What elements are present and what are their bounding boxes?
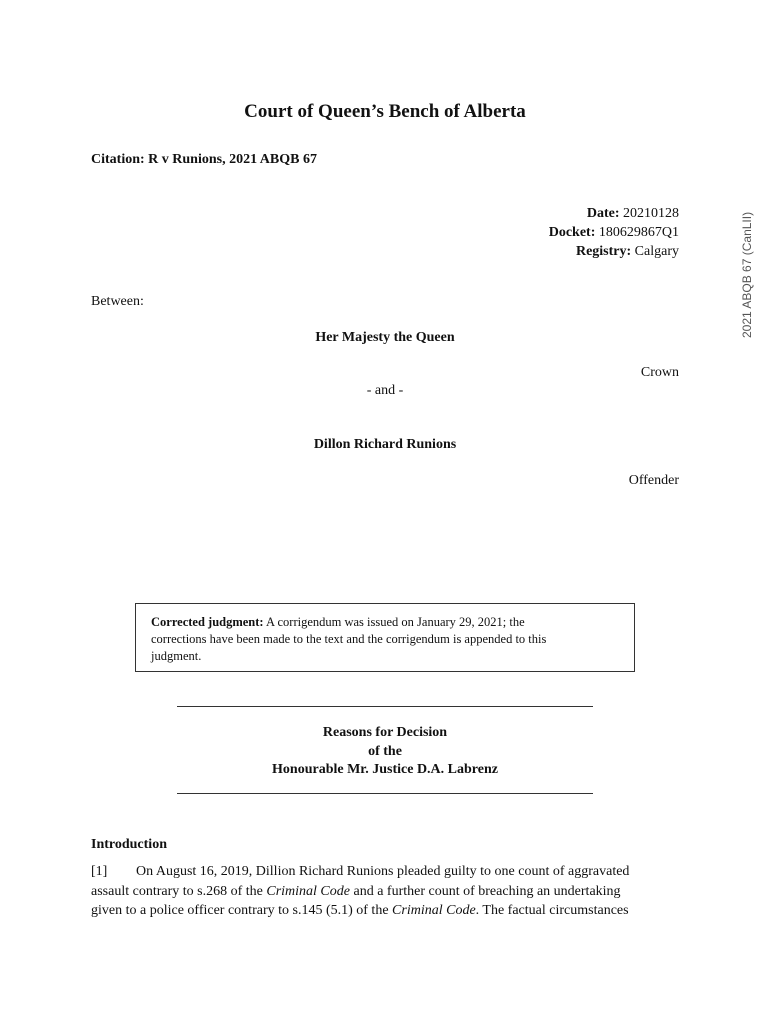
paragraph-1-line-1 [91,862,681,882]
notice-text-1: A corrigendum was issued on January 29, 2021; the [266,615,525,629]
notice-line-3: judgment. [151,649,202,663]
paragraph-1-text-2a: assault contrary to s.268 of the [91,883,267,899]
statute-name: Criminal Code [392,903,476,918]
registry-label: Registry: [575,244,632,259]
docket-value: 180629867Q1 [598,225,679,240]
docket-line [549,223,679,242]
paragraph-1 [91,862,681,921]
paragraph-1-line-2 [91,882,681,902]
reasons-line-3: Honourable Mr. Justice D.A. Labrenz [272,762,498,777]
party-crown-name: Her Majesty the Queen [315,330,455,345]
paragraph-1-text-1: On August 16, 2019, Dillion Richard Runions pleaded guilty to one count of aggravated [136,864,630,879]
side-citation: 2021 ABQB 67 (CanLII) [740,211,754,338]
date-label: Date: [586,206,620,221]
statute-name: Criminal Code [266,883,350,899]
paragraph-1-text-2b: and a further count of breaching an undertaking [349,883,621,899]
notice-line-1 [151,614,619,631]
paragraph-1-text-3a: given to a police officer contrary to s.145 (5.1) of the [91,903,393,918]
divider-top [177,706,593,707]
notice-label: Corrected judgment: [151,615,264,629]
party-crown-role: Crown [640,365,679,380]
divider-bottom [177,793,593,794]
notice-line-2: corrections have been made to the text and the corrigendum is appended to this [151,632,547,646]
paragraph-1-text-3b: . The factual circumstances [475,903,629,918]
and-separator: - and - [366,383,404,398]
corrected-judgment-notice [135,603,635,672]
between-label: Between: [91,294,144,309]
paragraph-1-line-3 [91,901,681,921]
document-title: Court of Queen’s Bench of Alberta [244,101,526,122]
reasons-line-2: of the [368,743,402,759]
reasons-heading [0,724,770,780]
citation: Citation: R v Runions, 2021 ABQB 67 [91,152,317,167]
date-value: 20210128 [623,206,679,221]
reasons-line-1: Reasons for Decision [322,725,448,740]
registry-line [576,242,679,261]
docket-label: Docket: [548,225,596,240]
paragraph-number: [1] [91,864,108,879]
party-offender-role: Offender [628,473,679,488]
registry-value: Calgary [634,244,679,259]
party-offender-name: Dillon Richard Runions [313,437,457,452]
section-heading: Introduction [91,837,167,852]
date-line [587,204,679,223]
